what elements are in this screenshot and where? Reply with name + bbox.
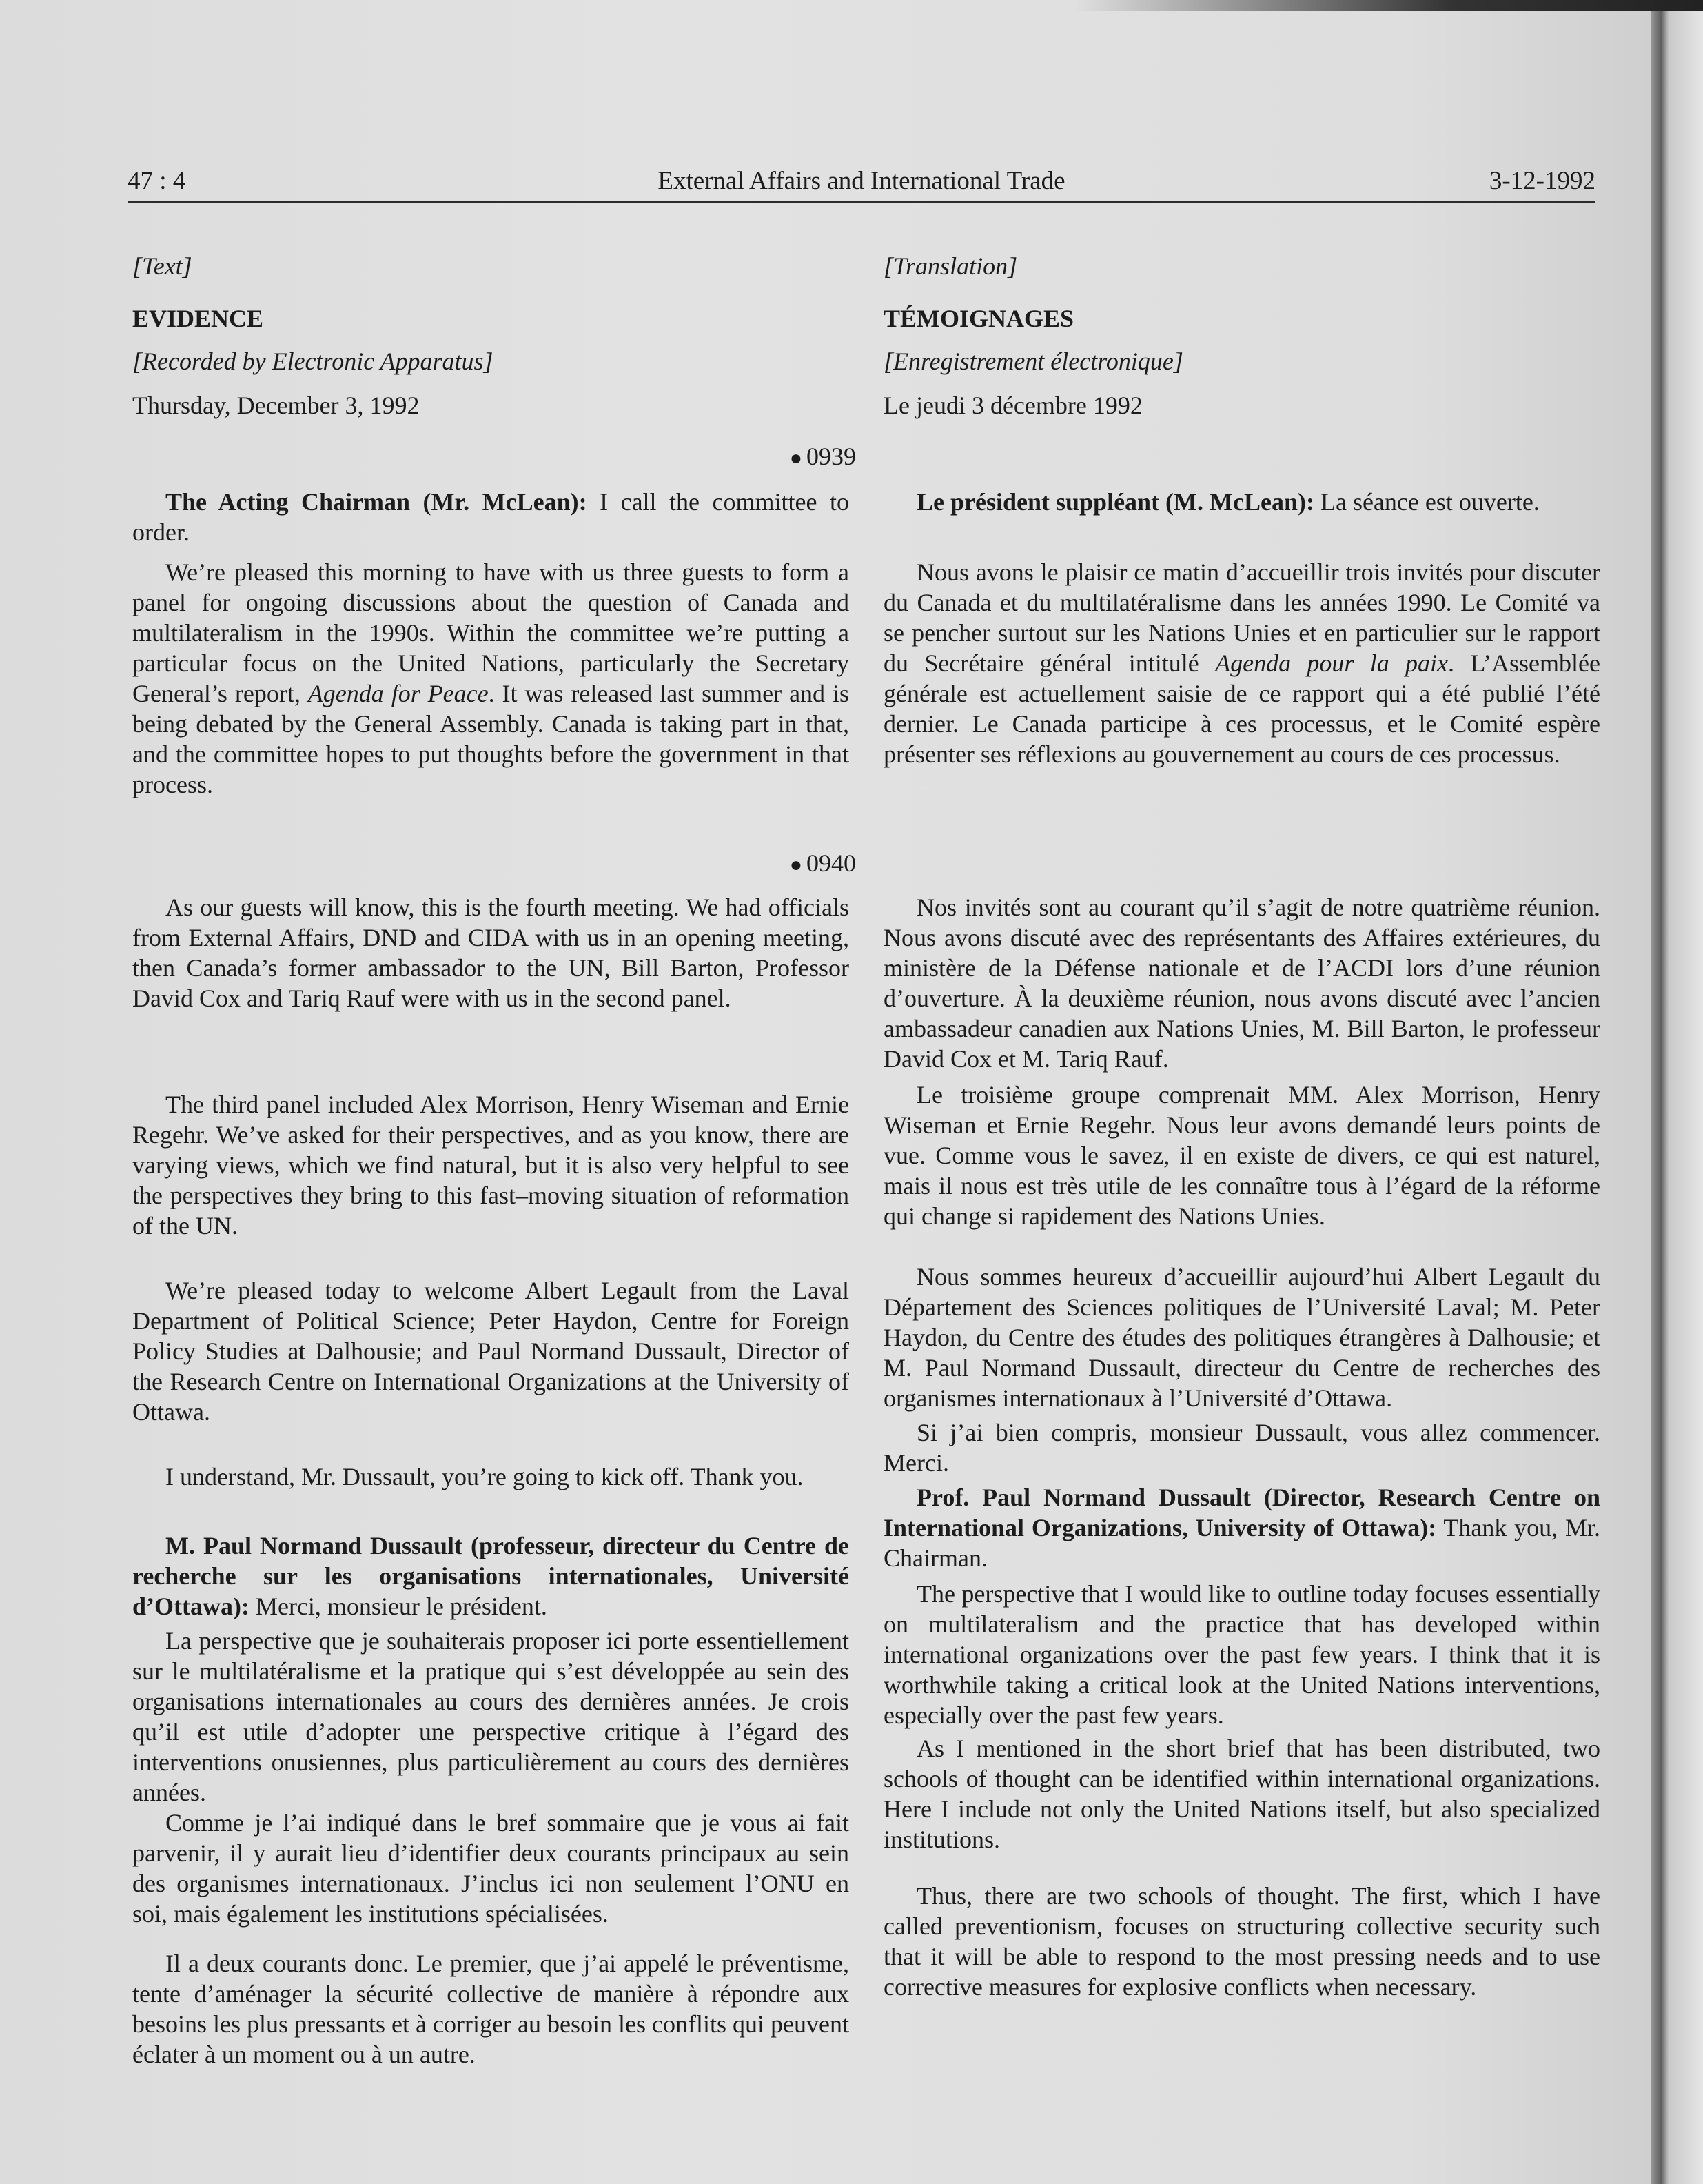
temoignages-heading: TÉMOIGNAGES	[884, 305, 1074, 332]
session-date: Thursday, December 3, 1992	[132, 392, 420, 419]
bullet-icon: ●	[789, 447, 802, 469]
paragraph: Si j’ai bien compris, monsieur Dussault, vous allez commencer. Merci.	[884, 1419, 1600, 1477]
paragraph: The third panel included Alex Morrison, Henry Wiseman and Ernie Regehr. We’ve asked for their perspectives, and as you know, there are varying views, which we find natural, but it is also very helpful to see the perspectives they bring to this fast–moving situation of reformation of the UN.	[132, 1091, 849, 1240]
paragraph: Comme je l’ai indiqué dans le bref sommaire que je vous ai fait parvenir, il y aurait lieu d’identifier deux courants principaux au sein des organismes internationaux. J’inclus ici non seulement l’ONU en soi, mais également les institutions spécialisées.	[132, 1809, 849, 1928]
paragraph: La perspective que je souhaiterais proposer ici porte essentiellement sur le multilatéralisme et la pratique qui s’est développée au sein des organisations internationales au cours des dernières années. Je crois qu’il est utile d’adopter une perspective critique à l’égard des interventions onusiennes, plus particulièrement au cours des dernières années.	[132, 1627, 849, 1806]
paragraph-text: . L’Assemblée générale est actuellement saisie de ce rapport qui a été publié l’été dernier. Le Canada participe à ces processus, et le Comité espère présenter ses réflexions au gouvernement au cours de ces processus.	[884, 649, 1600, 768]
time-value: 0939	[806, 443, 856, 470]
bullet-icon: ●	[789, 853, 802, 876]
paragraph: Il a deux courants donc. Le premier, que j’ai appelé le préventisme, tente d’aménager la sécurité collective de manière à répondre aux besoins les plus pressants et à corriger au besoin les conflits qui peuvent éclater à un moment ou à un autre.	[132, 1950, 849, 2068]
paragraph-text: Merci, monsieur le président.	[249, 1593, 547, 1620]
publication-title: External Affairs and International Trade	[657, 167, 1065, 195]
paragraph: As our guests will know, this is the fourth meeting. We had officials from External Affairs, DND and CIDA with us in an opening meeting, then Canada’s former ambassador to the UN, Bill Barton, Professor David Cox and Tariq Rauf were with us in the second panel.	[132, 893, 849, 1012]
paragraph-text: La séance est ouverte.	[1314, 488, 1540, 516]
recorded-note: [Recorded by Electronic Apparatus]	[132, 347, 493, 375]
scan-shadow	[1075, 0, 1703, 11]
paragraph	[132, 557, 849, 800]
recorded-note: [Enregistrement électronique]	[884, 347, 1183, 375]
paragraph	[132, 487, 849, 547]
time-marker	[790, 848, 856, 880]
evidence-heading: EVIDENCE	[132, 305, 264, 332]
report-title: Agenda pour la paix	[1215, 649, 1449, 677]
paragraph-text: Nous avons le plaisir ce matin d’accueillir trois invités pour discuter du Canada et du multilatéralisme dans les années 1990. Le Comité va se pencher surtout sur les Nations Unies et en particulier sur le rapport du Secrétaire général intitulé	[884, 558, 1600, 677]
report-title: Agenda for Peace	[307, 680, 489, 707]
paragraph	[132, 1530, 849, 1621]
page-number: 47 : 4	[128, 167, 186, 195]
paragraph: Le troisième groupe comprenait MM. Alex Morrison, Henry Wiseman et Ernie Regehr. Nous leur avons demandé leurs points de vue. Comme vous le savez, il en existe de divers, ce qui est naturel, mais il nous est très utile de les connaître tous à l’égard de la réforme qui change si rapidement des Nations Unies.	[884, 1081, 1600, 1230]
book-spine	[1651, 0, 1703, 2184]
running-head	[128, 161, 1595, 203]
speaker-name: Prof. Paul Normand Dussault (Director, Research Centre on International Organizations, University of Ottawa):	[884, 1484, 1600, 1541]
paragraph: The perspective that I would like to outline today focuses essentially on multilateralism and the practice that has developed within international organizations over the past few years. I think that it is worthwhile taking a critical look at the United Nations interventions, especially over the past few years.	[884, 1580, 1600, 1729]
paragraph-text: Thank you, Mr. Chairman.	[884, 1514, 1600, 1572]
paragraph: Nos invités sont au courant qu’il s’agit de notre quatrième réunion. Nous avons discuté avec des représentants des Affaires extérieures, du ministère de la Défense nationale et de l’ACDI lors d’une réunion d’ouverture. À la deuxième réunion, nous avons discuté avec l’ancien ambassadeur canadien aux Nations Unies, M. Bill Barton, le professeur David Cox et M. Tariq Rauf.	[884, 893, 1600, 1073]
speaker-name: M. Paul Normand Dussault (professeur, directeur du Centre de recherche sur les organisations internationales, Université d’Ottawa):	[132, 1532, 849, 1620]
paragraph	[884, 1482, 1600, 1573]
header-date: 3-12-1992	[1489, 167, 1595, 195]
speaker-name: The Acting Chairman (Mr. McLean):	[165, 488, 587, 516]
session-date: Le jeudi 3 décembre 1992	[884, 392, 1143, 419]
paragraph	[884, 557, 1600, 769]
paragraph: Nous sommes heureux d’accueillir aujourd’hui Albert Legault du Département des Sciences politiques de l’Université Laval; M. Peter Haydon, du Centre des études des politiques étrangères à Dalhousie; et M. Paul Normand Dussault, directeur du Centre de recherches des organismes internationaux à l’Université d’Ottawa.	[884, 1263, 1600, 1412]
paragraph-text: I call the committee to order.	[132, 488, 849, 546]
paragraph: Thus, there are two schools of thought. The first, which I have called preventionism, focuses on structuring collective security such that it will be able to respond to the most pressing needs and to use corrective measures for explosive conflicts when necessary.	[884, 1882, 1600, 2001]
translation-label: [Translation]	[884, 252, 1018, 280]
speaker-name: Le président suppléant (M. McLean):	[917, 488, 1314, 516]
time-value: 0940	[806, 849, 856, 877]
paragraph: We’re pleased today to welcome Albert Legault from the Laval Department of Political Science; Peter Haydon, Centre for Foreign Policy Studies at Dalhousie; and Paul Normand Dussault, Director of the Research Centre on International Organizations at the University of Ottawa.	[132, 1277, 849, 1426]
paragraph-text: . It was released last summer and is being debated by the General Assembly. Canada is taking part in that, and the committee hopes to put thoughts before the government in that process.	[132, 680, 850, 798]
time-marker	[790, 441, 856, 474]
paragraph-text: We’re pleased this morning to have with us three guests to form a panel for ongoing discussions about the question of Canada and multilateralism in the 1990s. Within the committee we’re putting a particular focus on the United Nations, particularly the Secretary General’s report,	[132, 558, 849, 707]
text-label: [Text]	[132, 252, 192, 280]
paragraph	[884, 487, 1600, 517]
paragraph: As I mentioned in the short brief that has been distributed, two schools of thought can be identified within international organizations. Here I include not only the United Nations itself, but also specialized institutions.	[884, 1735, 1600, 1853]
paragraph: I understand, Mr. Dussault, you’re going to kick off. Thank you.	[165, 1463, 804, 1490]
